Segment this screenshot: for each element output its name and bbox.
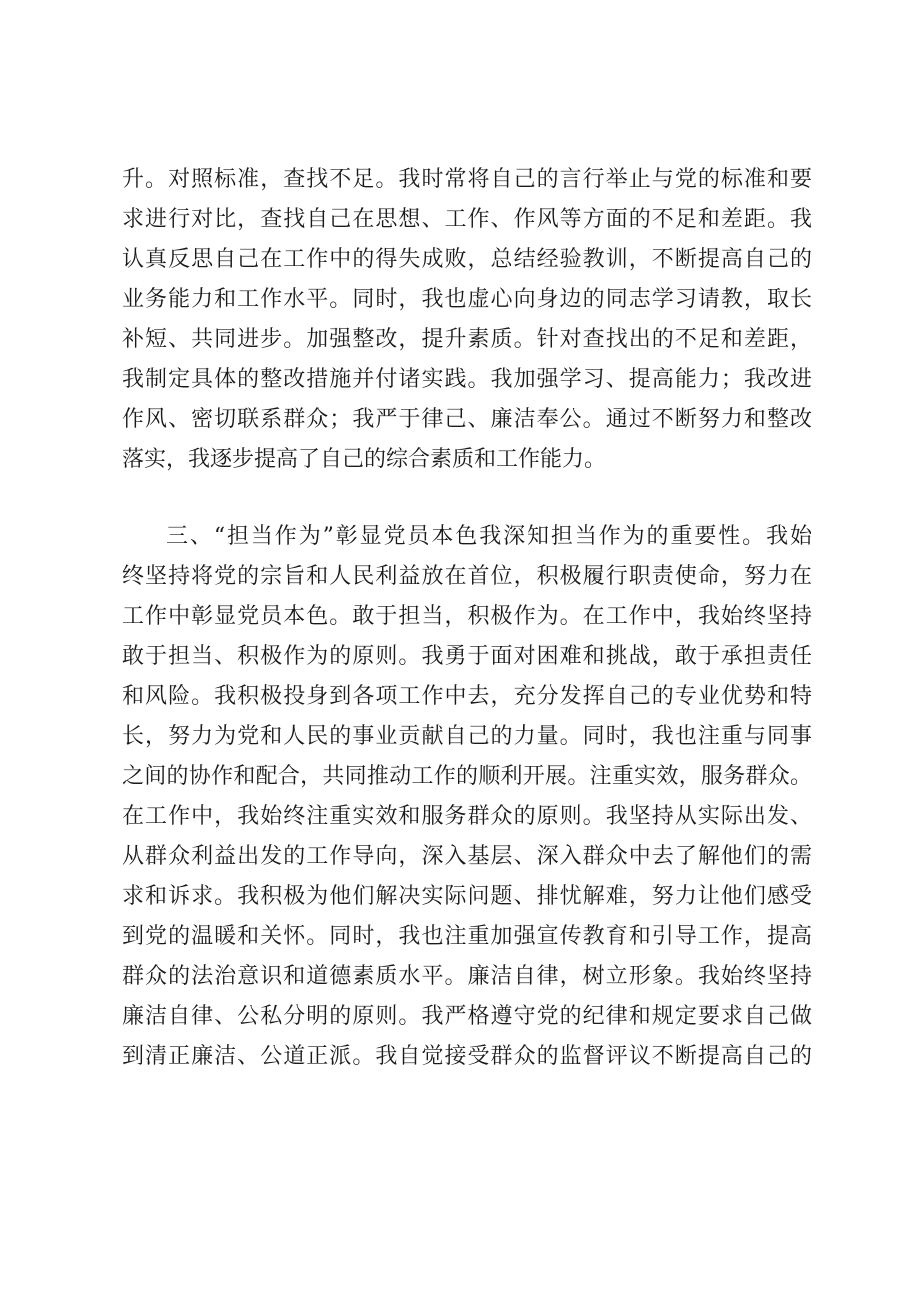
text-line: 长，努力为党和人民的事业贡献自己的力量。同时，我也注重与同事 [122,724,812,749]
text-line: 从群众利益出发的工作导向，深入基层、深入群众中去了解他们的需 [122,844,812,869]
text-line: 到党的温暖和关怀。同时，我也注重加强宣传教育和引导工作，提高 [122,924,812,949]
text-line: 廉洁自律、公私分明的原则。我严格遵守党的纪律和规定要求自己做 [122,1004,812,1029]
text-line: 在工作中，我始终注重实效和服务群众的原则。我坚持从实际出发、 [122,804,812,829]
text-line: 作风、密切联系群众；我严于律己、廉洁奉公。通过不断努力和整改 [122,407,812,432]
text-line: 群众的法治意识和道德素质水平。廉洁自律，树立形象。我始终坚持 [122,964,812,989]
text-line: 终坚持将党的宗旨和人民利益放在首位，积极履行职责使命，努力在 [122,564,812,589]
text-line: 落实，我逐步提高了自己的综合素质和工作能力。 [122,447,607,472]
text-line: 敢于担当、积极作为的原则。我勇于面对困难和挑战，敢于承担责任 [122,644,812,669]
text-line: 工作中彰显党员本色。敢于担当，积极作为。在工作中，我始终坚持 [122,604,812,629]
text-line: 求和诉求。我积极为他们解决实际问题、排忧解难，努力让他们感受 [122,884,812,909]
text-line: 业务能力和工作水平。同时，我也虚心向身边的同志学习请教，取长 [122,287,812,312]
text-line: 之间的协作和配合，共同推动工作的顺利开展。注重实效，服务群众。 [122,764,812,789]
text-line: 认真反思自己在工作中的得失成败，总结经验教训，不断提高自己的 [122,247,812,272]
text-line: 我制定具体的整改措施并付诸实践。我加强学习、提高能力；我改进 [122,367,812,392]
paragraph-2 [122,517,812,1077]
text-line: 和风险。我积极投身到各项工作中去，充分发挥自己的专业优势和特 [122,684,812,709]
section-heading-line: 三、“担当作为”彰显党员本色我深知担当作为的重要性。我始 [166,524,812,549]
paragraph-1 [122,160,812,480]
text-line: 到清正廉洁、公道正派。我自觉接受群众的监督评议不断提高自己的 [122,1044,812,1069]
text-line: 求进行对比，查找自己在思想、工作、作风等方面的不足和差距。我 [122,207,812,232]
text-line: 升。对照标准，查找不足。我时常将自己的言行举止与党的标准和要 [122,167,812,192]
text-line: 补短、共同进步。加强整改，提升素质。针对查找出的不足和差距， [122,327,812,352]
